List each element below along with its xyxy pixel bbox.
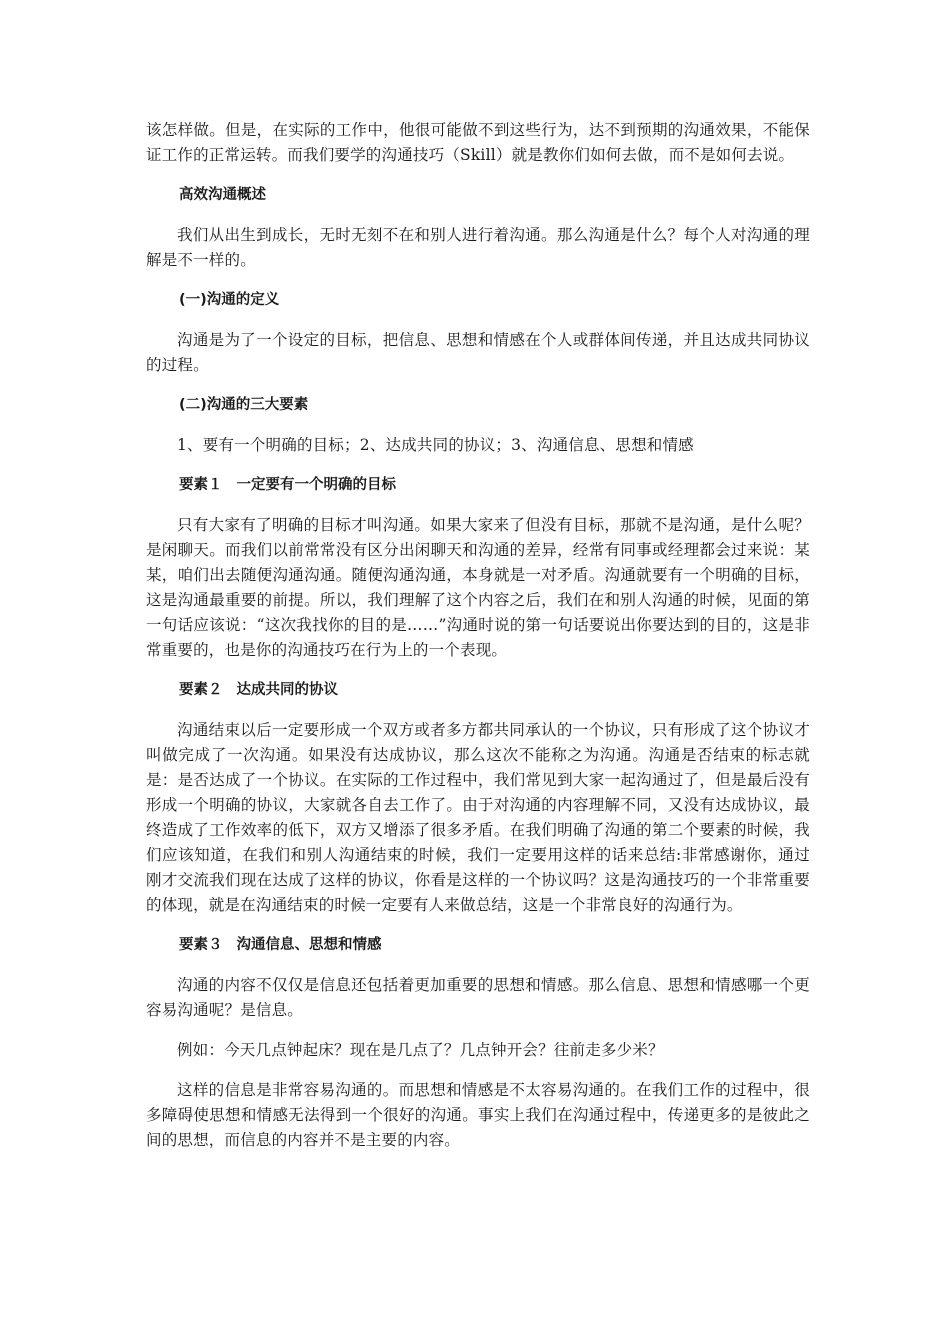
- heading-element-3: [146, 933, 810, 958]
- element-1-number: 要素１: [179, 477, 223, 493]
- paragraph-intro-continued: 该怎样做。但是，在实际的工作中，他很可能做不到这些行为，达不到预期的沟通效果，不能保证工作的正常运转。而我们要学的沟通技巧（Skill）就是教你们如何去做，而不是如何去说。: [146, 121, 810, 164]
- element-2-title: 达成共同的协议: [236, 682, 338, 698]
- paragraph-overview: 我们从出生到成长，无时无刻不在和别人进行着沟通。那么沟通是什么？每个人对沟通的理解是不一样的。: [146, 226, 810, 269]
- document-page: [146, 118, 810, 1168]
- paragraph-element-list: 1、要有一个明确的目标；2、达成共同的协议；3、沟通信息、思想和情感: [177, 436, 694, 454]
- heading-element-1: [146, 473, 810, 498]
- paragraph-element-1: 只有大家有了明确的目标才叫沟通。如果大家来了但没有目标，那就不是沟通，是什么呢？是闲聊天。而我们以前常常没有区分出闲聊天和沟通的差异，经常有同事或经理都会过来说：某某，咱们出去随便沟通沟通。随便沟通沟通，本身就是一对矛盾。沟通就要有一个明确的目标，这是沟通最重要的前提。所以，我们理解了这个内容之后，我们在和别人沟通的时候，见面的第一句话应该说：“这次我找你的目的是……”沟通时说的第一句话要说出你要达到的目的，这是非常重要的，也是你的沟通技巧在行为上的一个表现。: [146, 516, 810, 659]
- paragraph-conclusion: 这样的信息是非常容易沟通的。而思想和情感是不太容易沟通的。在我们工作的过程中，很多障碍使思想和情感无法得到一个很好的沟通。事实上我们在沟通过程中，传递更多的是彼此之间的思想，而信息的内容并不是主要的内容。: [146, 1081, 810, 1149]
- element-1-title: 一定要有一个明确的目标: [236, 477, 396, 493]
- paragraph-definition: 沟通是为了一个设定的目标，把信息、思想和情感在个人或群体间传递，并且达成共同协议的过程。: [146, 331, 810, 374]
- paragraph-element-2: 沟通结束以后一定要形成一个双方或者多方都共同承认的一个协议，只有形成了这个协议才叫做完成了一次沟通。如果没有达成协议，那么这次不能称之为沟通。沟通是否结束的标志就是：是否达成了一个协议。在实际的工作过程中，我们常见到大家一起沟通过了，但是最后没有形成一个明确的协议，大家就各自去工作了。由于对沟通的内容理解不同，又没有达成协议，最终造成了工作效率的低下，双方又增添了很多矛盾。在我们明确了沟通的第二个要素的时候，我们应该知道，在我们和别人沟通结束的时候，我们一定要用这样的话来总结:非常感谢你，通过刚才交流我们现在达成了这样的协议，你看是这样的一个协议吗？这是沟通技巧的一个非常重要的体现，就是在沟通结束的时候一定要有人来做总结，这是一个非常良好的沟通行为。: [146, 721, 810, 914]
- element-3-number: 要素３: [179, 937, 223, 953]
- heading-overview: 高效沟通概述: [179, 187, 266, 203]
- heading-definition: (一)沟通的定义: [179, 292, 280, 308]
- paragraph-example: 例如：今天几点钟起床？现在是几点了？几点钟开会？往前走多少米？: [177, 1041, 664, 1059]
- heading-element-2: [146, 678, 810, 703]
- element-2-number: 要素２: [179, 682, 223, 698]
- element-3-title: 沟通信息、思想和情感: [236, 937, 382, 953]
- heading-three-elements: (二)沟通的三大要素: [179, 397, 309, 413]
- paragraph-element-3: 沟通的内容不仅仅是信息还包括着更加重要的思想和情感。那么信息、思想和情感哪一个更容易沟通呢？是信息。: [146, 976, 810, 1019]
